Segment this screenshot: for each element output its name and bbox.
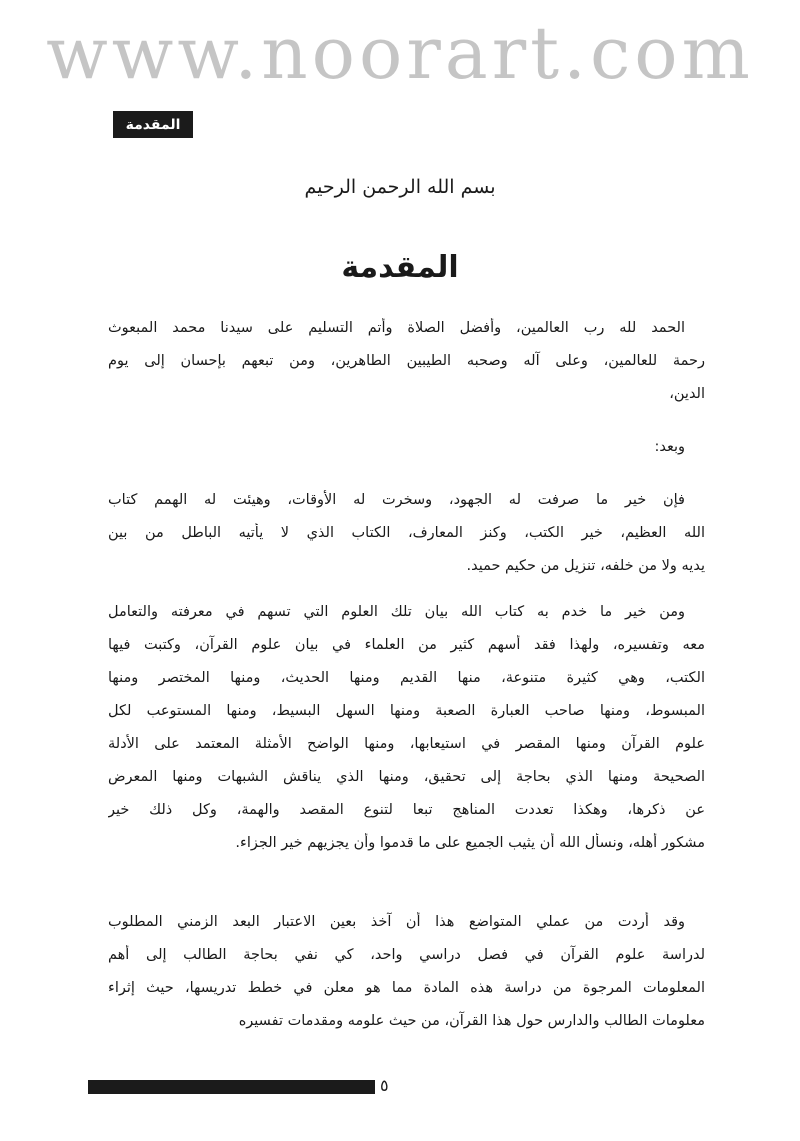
footer-bar xyxy=(88,1080,375,1094)
text-line: عن ذكرها، وهكذا تعددت المناهج تبعا لتنوع المقصد والهمة، وكل ذلك خير xyxy=(108,802,705,818)
text-line: علوم القرآن ومنها المقصر في استيعابها، ومنها الواضح الأمثلة المعتمد على الأدلة xyxy=(108,736,705,752)
watermark: www.noorart.com xyxy=(46,11,754,95)
text-line: فإن خير ما صرفت له الجهود، وسخرت له الأوقات، وهيئت له الهمم كتاب xyxy=(108,492,685,508)
text-line: وقد أردت من عملي المتواضع هذا أن آخذ بعين الاعتبار البعد الزمني المطلوب xyxy=(108,914,685,930)
text-line: الدين، xyxy=(669,386,705,402)
section-header-label: المقدمة xyxy=(113,111,193,138)
text-line: ومن خير ما خدم به كتاب الله بيان تلك العلوم التي تسهم في معرفته والتعامل xyxy=(108,604,685,620)
page-title: المقدمة xyxy=(341,250,459,285)
text-line: يديه ولا من خلفه، تنزيل من حكيم حميد. xyxy=(466,558,705,574)
text-line: لدراسة علوم القرآن في فصل دراسي واحد، كي نفي بحاجة الطالب إلى أهم xyxy=(108,947,705,963)
text-line: رحمة للعالمين، وعلى آله وصحبه الطيبين الطاهرين، ومن تبعهم بإحسان إلى يوم xyxy=(108,353,705,369)
text-line: المعلومات المرجوة من دراسة هذه المادة مما هو معلن في خطط تدريسها، حيث إثراء xyxy=(108,980,705,996)
text-line: الله العظيم، خير الكتب، وكنز المعارف، الكتاب الذي لا يأتيه الباطل من بين xyxy=(108,525,705,541)
text-line: الحمد لله رب العالمين، وأفضل الصلاة وأتم التسليم على سيدنا محمد المبعوث xyxy=(108,320,685,336)
text-line: معه وتفسيره، ولهذا فقد أسهم كثير من العلماء في بيان علوم القرآن، وكتبت فيها xyxy=(108,637,705,653)
text-line: الصحيحة ومنها الذي بحاجة إلى تحقيق، ومنها الذي يناقش الشبهات ومنها المعرض xyxy=(108,769,705,785)
text-line: الكتب، وهي كثيرة متنوعة، منها القديم ومنها الحديث، ومنها المختصر ومنها xyxy=(108,670,705,686)
text-line: معلومات الطالب والدارس حول هذا القرآن، من حيث علومه ومقدمات تفسيره xyxy=(238,1013,705,1029)
text-line: مشكور أهله، ونسأل الله أن يثيب الجميع على ما قدموا وأن يجزيهم خير الجزاء. xyxy=(235,835,705,851)
text-line: وبعد: xyxy=(654,439,685,455)
page-number: ٥ xyxy=(380,1076,389,1095)
basmala: بسم الله الرحمن الرحيم xyxy=(304,176,496,198)
text-line: المبسوط، ومنها صاحب العبارة الصعبة ومنها السهل البسيط، ومنها المستوعب لكل xyxy=(108,703,705,719)
